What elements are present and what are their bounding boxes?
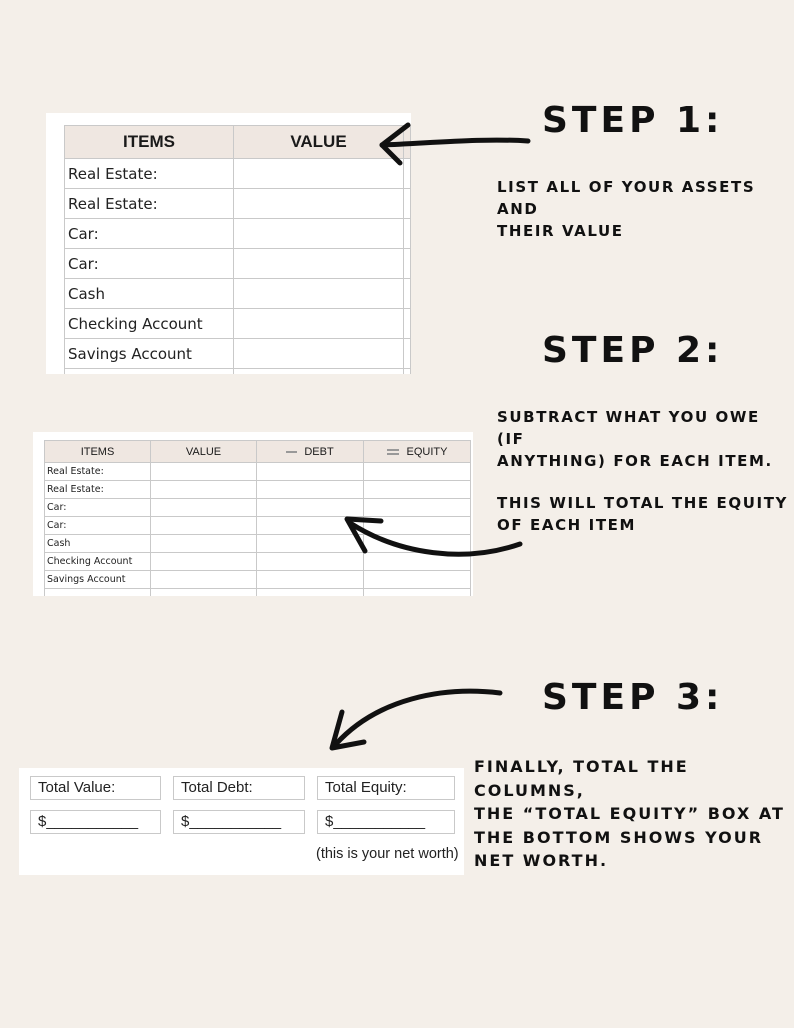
step2-description (497, 406, 794, 536)
table-row (45, 481, 471, 499)
value-cell[interactable] (234, 279, 404, 309)
total-value-field[interactable]: $___________ (30, 810, 161, 834)
item-cell: Car: (65, 249, 234, 279)
value-cell[interactable] (151, 481, 257, 499)
equity-cell[interactable] (364, 571, 471, 589)
table-row (65, 249, 411, 279)
item-cell: Savings Account (65, 339, 234, 369)
arrow-left-icon (372, 115, 537, 170)
item-cell: Checking Account (65, 309, 234, 339)
step3-description-line: THE BOTTOM SHOWS YOUR (474, 827, 764, 847)
step1-heading: STEP 1: (542, 100, 724, 141)
column-header-value: VALUE (151, 441, 257, 463)
step3-description-line: NET WORTH. (474, 851, 609, 870)
total-equity-label: Total Equity: (317, 776, 455, 800)
item-cell: Real Estate: (65, 189, 234, 219)
table-row (65, 159, 411, 189)
step2-description-line: OF EACH ITEM (497, 516, 637, 534)
item-cell: Car: (45, 499, 151, 517)
table-row (65, 339, 411, 369)
item-cell: Car: (65, 219, 234, 249)
table-header-row (65, 126, 411, 159)
step3-description (474, 755, 794, 873)
item-cell: Cash (65, 279, 234, 309)
table-row (65, 309, 411, 339)
assets-table (64, 125, 411, 374)
column-header-items: ITEMS (65, 126, 234, 159)
step2-heading: STEP 2: (542, 330, 724, 371)
item-cell: Real Estate: (65, 159, 234, 189)
step3-description-line: FINALLY, TOTAL THE COLUMNS, (474, 757, 689, 800)
value-cell[interactable] (234, 309, 404, 339)
value-cell[interactable] (234, 249, 404, 279)
value-cell[interactable] (151, 499, 257, 517)
value-cell[interactable] (234, 339, 404, 369)
item-cell: Cash (45, 535, 151, 553)
value-cell[interactable] (151, 463, 257, 481)
equals-icon (387, 449, 399, 455)
arrow-up-left-icon (335, 505, 530, 565)
value-cell[interactable] (234, 189, 404, 219)
table-header-row (45, 441, 471, 463)
total-value-label: Total Value: (30, 776, 161, 800)
step1-table-card (46, 113, 411, 374)
step1-description (497, 176, 794, 242)
column-header-equity (364, 441, 471, 463)
equity-cell[interactable] (364, 481, 471, 499)
value-cell[interactable] (151, 571, 257, 589)
table-row (65, 219, 411, 249)
step2-description-spacer (497, 472, 794, 492)
step3-description-line: THE “TOTAL EQUITY” BOX AT (474, 804, 785, 823)
item-cell: Car: (45, 517, 151, 535)
step1-description-line: LIST ALL OF YOUR ASSETS AND (497, 178, 756, 218)
value-cell[interactable] (151, 535, 257, 553)
step2-description-line: SUBTRACT WHAT YOU OWE (IF (497, 408, 760, 448)
item-cell: Savings Account (45, 571, 151, 589)
column-header-debt (257, 441, 364, 463)
step1-description-line: THEIR VALUE (497, 222, 624, 240)
step3-heading: STEP 3: (542, 677, 724, 718)
total-debt-field[interactable]: $___________ (173, 810, 305, 834)
total-debt-label: Total Debt: (173, 776, 305, 800)
step2-description-line: THIS WILL TOTAL THE EQUITY (497, 494, 789, 512)
item-cell: Checking Account (45, 553, 151, 571)
total-equity-field[interactable]: $___________ (317, 810, 455, 834)
arrow-down-left-icon (322, 684, 507, 756)
value-cell[interactable] (151, 553, 257, 571)
table-row (65, 369, 411, 375)
table-row (45, 589, 471, 597)
equity-cell[interactable] (364, 463, 471, 481)
item-cell: Real Estate: (45, 481, 151, 499)
totals-card (19, 768, 464, 875)
equity-header-label: EQUITY (406, 445, 448, 458)
column-header-value: VALUE (234, 126, 404, 159)
step2-description-line: ANYTHING) FOR EACH ITEM. (497, 452, 773, 470)
debt-cell[interactable] (257, 571, 364, 589)
table-row (45, 463, 471, 481)
table-row (45, 571, 471, 589)
debt-cell[interactable] (257, 481, 364, 499)
debt-cell[interactable] (257, 463, 364, 481)
item-cell: Real Estate: (45, 463, 151, 481)
value-cell[interactable] (151, 517, 257, 535)
net-worth-note: (this is your net worth) (316, 846, 459, 862)
minus-icon (286, 451, 297, 453)
value-cell[interactable] (234, 219, 404, 249)
column-header-items: ITEMS (45, 441, 151, 463)
table-row (65, 279, 411, 309)
table-row (65, 189, 411, 219)
debt-header-label: DEBT (304, 445, 334, 458)
